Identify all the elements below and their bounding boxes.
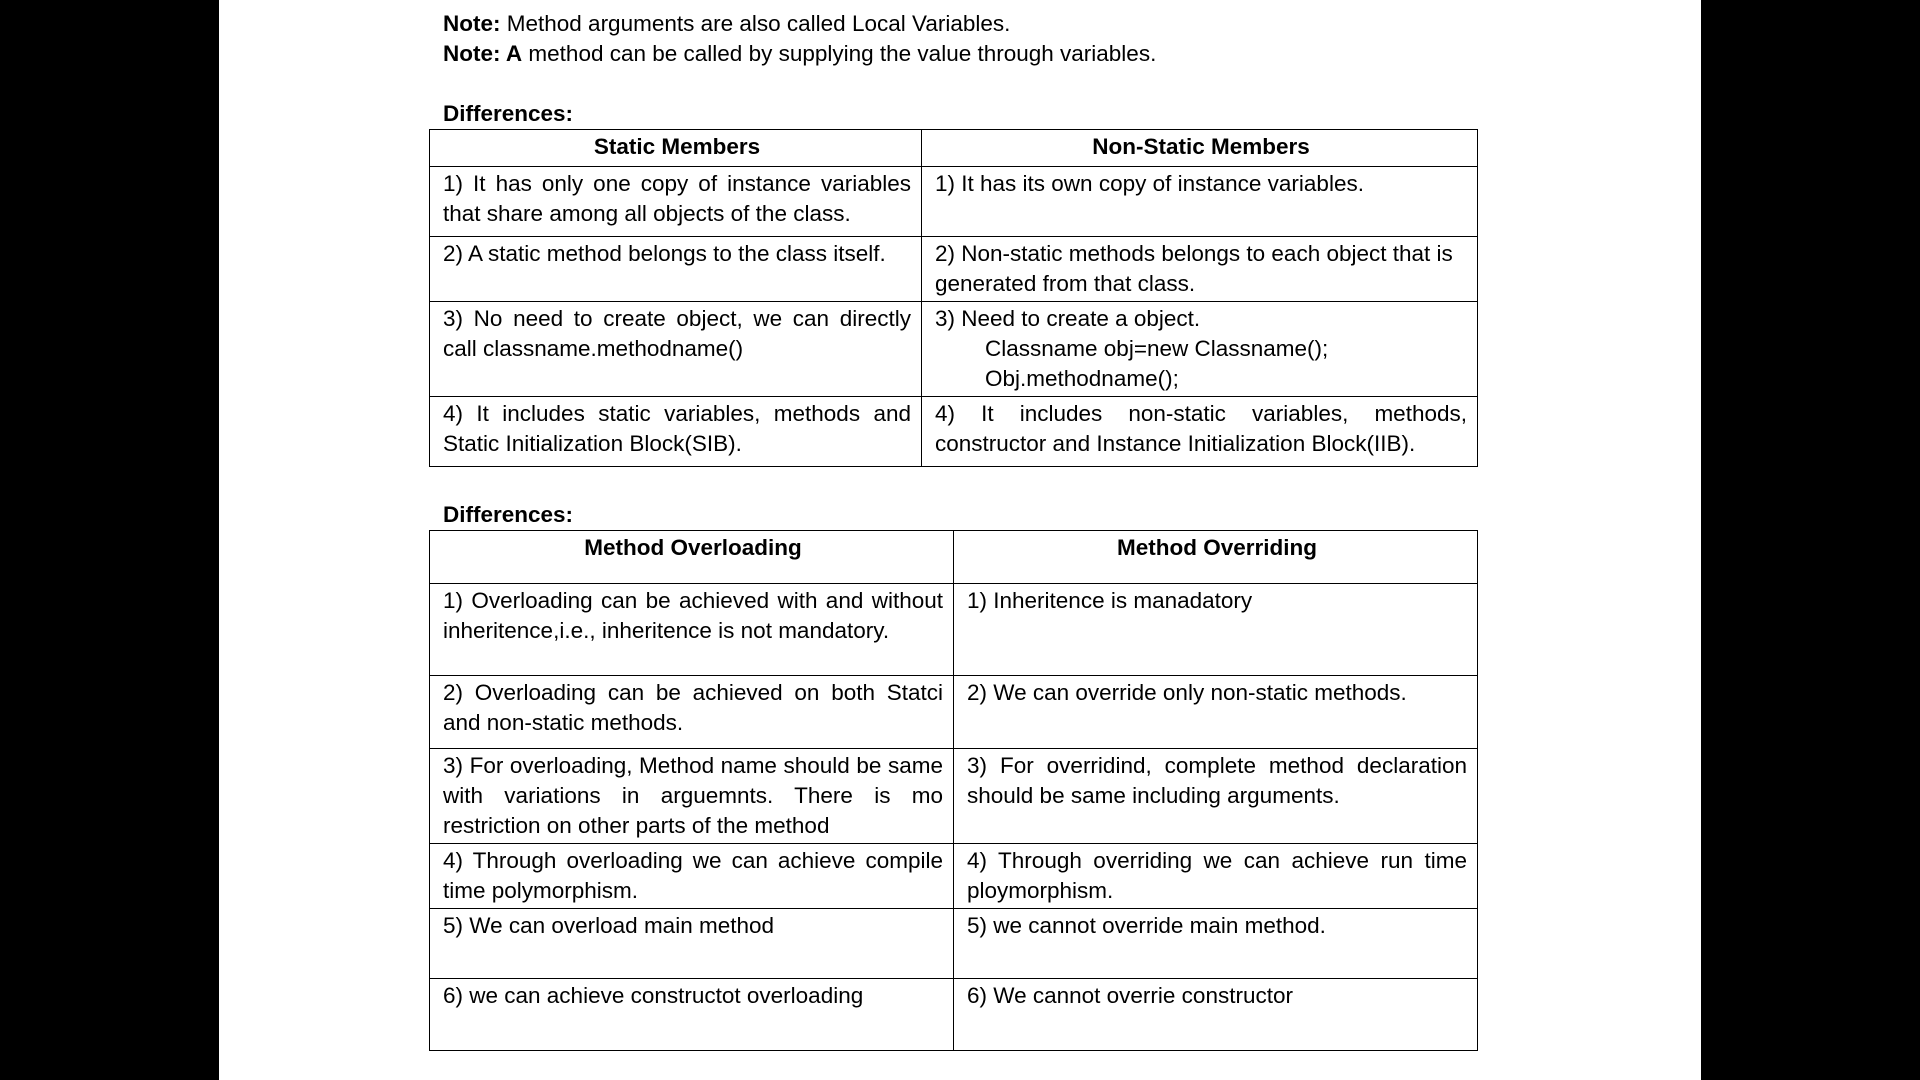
static-vs-nonstatic-table: [429, 129, 1478, 467]
table-cell: 2) Non-static methods belongs to each object that is generated from that class.: [922, 237, 1478, 302]
overloading-vs-overriding-table: [429, 530, 1478, 1051]
table-cell: 2) A static method belongs to the class itself.: [430, 237, 922, 302]
table-cell: 3) No need to create object, we can directly call classname.methodname(): [430, 302, 922, 397]
column-header-overloading: Method Overloading: [430, 531, 954, 584]
differences-heading-2: Differences:: [443, 502, 574, 527]
table-row: [430, 302, 1478, 397]
table-cell: 4) It includes non-static variables, methods, constructor and Instance Initialization Block(IIB).: [922, 397, 1478, 467]
document-content: [443, 9, 1493, 1051]
note-method-call: Note: A method can be called by supplying the value through variables.: [443, 41, 1157, 66]
column-header-nonstatic: Non-Static Members: [922, 130, 1478, 167]
column-header-static: Static Members: [430, 130, 922, 167]
note-local-variables: Note: Method arguments are also called Local Variables.: [443, 11, 1011, 36]
table-cell: 2) We can override only non-static methods.: [954, 676, 1478, 749]
table-cell: 1) It has only one copy of instance variables that share among all objects of the class.: [430, 167, 922, 237]
differences-heading-1: Differences:: [443, 101, 574, 126]
table-cell: 1) It has its own copy of instance variables.: [922, 167, 1478, 237]
table-row: [430, 676, 1478, 749]
table-row: [430, 844, 1478, 909]
code-line: Classname obj=new Classname();: [985, 336, 1329, 361]
table-cell: 6) we can achieve constructot overloading: [430, 979, 954, 1051]
table-row: [430, 397, 1478, 467]
table-header-row: [430, 531, 1478, 584]
table-cell: 1) Inheritence is manadatory: [954, 584, 1478, 676]
table-row: [430, 584, 1478, 676]
table-cell: 3) For overloading, Method name should be same with variations in arguemnts. There is mo restriction on other parts of the method: [430, 749, 954, 844]
table-cell: 6) We cannot overrie constructor: [954, 979, 1478, 1051]
column-header-overriding: Method Overriding: [954, 531, 1478, 584]
table-cell: 5) We can overload main method: [430, 909, 954, 979]
table-cell: 4) Through overriding we can achieve run time ploymorphism.: [954, 844, 1478, 909]
table-row: [430, 167, 1478, 237]
table-cell: 2) Overloading can be achieved on both Statci and non-static methods.: [430, 676, 954, 749]
table-row: [430, 979, 1478, 1051]
table-row: [430, 909, 1478, 979]
table-cell: 4) Through overloading we can achieve compile time polymorphism.: [430, 844, 954, 909]
table-row: [430, 237, 1478, 302]
cell-text: 3) Need to create a object.: [935, 306, 1201, 331]
table-cell: 3) For overridind, complete method declaration should be same including arguments.: [954, 749, 1478, 844]
table-cell: 1) Overloading can be achieved with and without inheritence,i.e., inheritence is not mandatory.: [430, 584, 954, 676]
code-line: Obj.methodname();: [985, 366, 1179, 391]
document-page: [219, 0, 1701, 1080]
table-header-row: [430, 130, 1478, 167]
table-row: [430, 749, 1478, 844]
table-cell: [922, 302, 1478, 397]
table-cell: 4) It includes static variables, methods and Static Initialization Block(SIB).: [430, 397, 922, 467]
table-cell: 5) we cannot override main method.: [954, 909, 1478, 979]
